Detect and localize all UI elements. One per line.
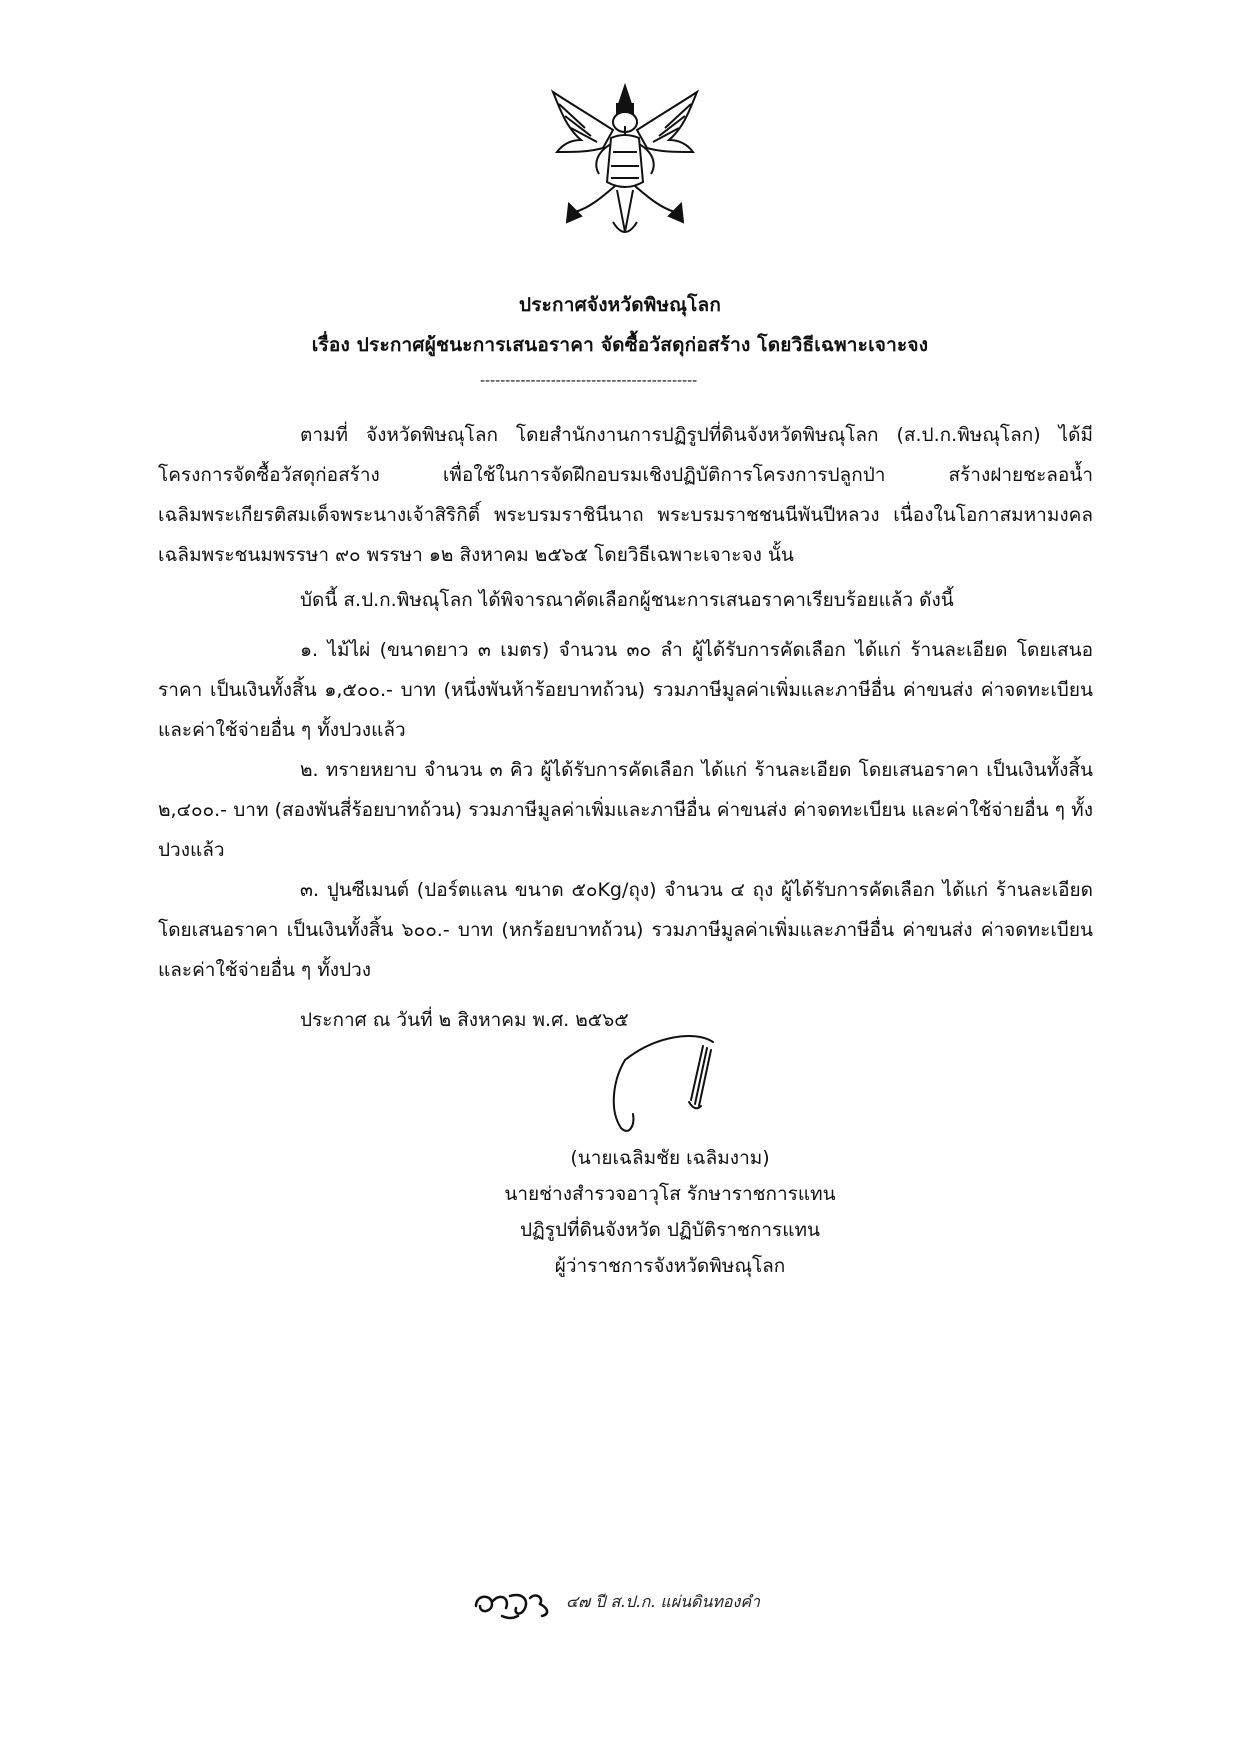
footer	[470, 1582, 790, 1622]
intro-paragraph: ตามที่ จังหวัดพิษณุโลก โดยสำนักงานการปฏิรูปที่ดินจังหวัดพิษณุโลก (ส.ป.ก.พิษณุโลก) ได้มีโครงการจัดซื้อวัสดุก่อสร้าง เพื่อใช้ในการจัดฝึกอบรมเชิงปฏิบัติการโครงการปลูกป่า สร้างฝายชะลอน้ำเฉลิมพระเกียรติสมเด็จพระนางเจ้าสิริกิติ์ พระบรมราชินีนาถ พระบรมราชชนนีพันปีหลวง เนื่องในโอกาสมหามงคลเฉลิมพระชนมพรรษา ๙๐ พรรษา ๑๒ สิงหาคม ๒๕๖๕ โดยวิธีเฉพาะเจาะจง นั้น	[158, 424, 1093, 566]
signatory-position-3: ผู้ว่าราชการจังหวัดพิษณุโลก	[554, 1255, 786, 1277]
title-divider: -------------------------------------------	[480, 374, 698, 388]
declaration-paragraph: บัดนี้ ส.ป.ก.พิษณุโลก ได้พิจารณาคัดเลือกผู้ชนะการเสนอราคาเรียบร้อยแล้ว ดังนี้	[300, 589, 954, 611]
announcement-subject: เรื่อง ประกาศผู้ชนะการเสนอราคา จัดซื้อวัสดุก่อสร้าง โดยวิธีเฉพาะเจาะจง	[311, 334, 929, 356]
signatory-position-1: นายช่างสำรวจอาวุโส รักษาราชการแทน	[504, 1183, 836, 1205]
handwritten-signature	[595, 1030, 745, 1140]
footer-slogan: ๔๗ ปี ส.ป.ก. แผ่นดินทองคำ	[566, 1592, 761, 1611]
announcement-title: ประกาศจังหวัดพิษณุโลก	[518, 294, 722, 316]
signatory-block	[470, 1140, 870, 1284]
award-item-2: ๒. ทรายหยาบ จำนวน ๓ คิว ผู้ได้รับการคัดเลือก ได้แก่ ร้านละเอียด โดยเสนอราคา เป็นเงินทั้งสิ้น ๒,๔๐๐.- บาท (สองพันสี่ร้อยบาทถ้วน) รวมภาษีมูลค่าเพิ่มและภาษีอื่น ค่าขนส่ง ค่าจดทะเบียน และค่าใช้จ่ายอื่น ๆ ทั้งปวงแล้ว	[158, 759, 1093, 861]
announcement-date: ประกาศ ณ วันที่ ๒ สิงหาคม พ.ศ. ๒๕๖๕	[300, 1009, 629, 1031]
garuda-emblem-icon	[545, 82, 705, 247]
anniversary-logo-icon	[470, 1582, 558, 1622]
award-item-3: ๓. ปูนซีเมนต์ (ปอร์ตแลน ขนาด ๕๐Kg/ถุง) จำนวน ๔ ถุง ผู้ได้รับการคัดเลือก ได้แก่ ร้านละเอียด โดยเสนอราคา เป็นเงินทั้งสิ้น ๖๐๐.- บาท (หกร้อยบาทถ้วน) รวมภาษีมูลค่าเพิ่มและภาษีอื่น ค่าขนส่ง ค่าจดทะเบียน และค่าใช้จ่ายอื่น ๆ ทั้งปวง	[158, 879, 1093, 981]
award-item-1: ๑. ไม้ไผ่ (ขนาดยาว ๓ เมตร) จำนวน ๓๐ ลำ ผู้ได้รับการคัดเลือก ได้แก่ ร้านละเอียด โดยเสนอราคา เป็นเงินทั้งสิ้น ๑,๕๐๐.- บาท (หนึ่งพันห้าร้อยบาทถ้วน) รวมภาษีมูลค่าเพิ่มและภาษีอื่น ค่าขนส่ง ค่าจดทะเบียน และค่าใช้จ่ายอื่น ๆ ทั้งปวงแล้ว	[158, 639, 1093, 741]
signatory-position-2: ปฏิรูปที่ดินจังหวัด ปฏิบัติราชการแทน	[519, 1219, 821, 1241]
signatory-name: (นายเฉลิมชัย เฉลิมงาม)	[570, 1147, 770, 1169]
